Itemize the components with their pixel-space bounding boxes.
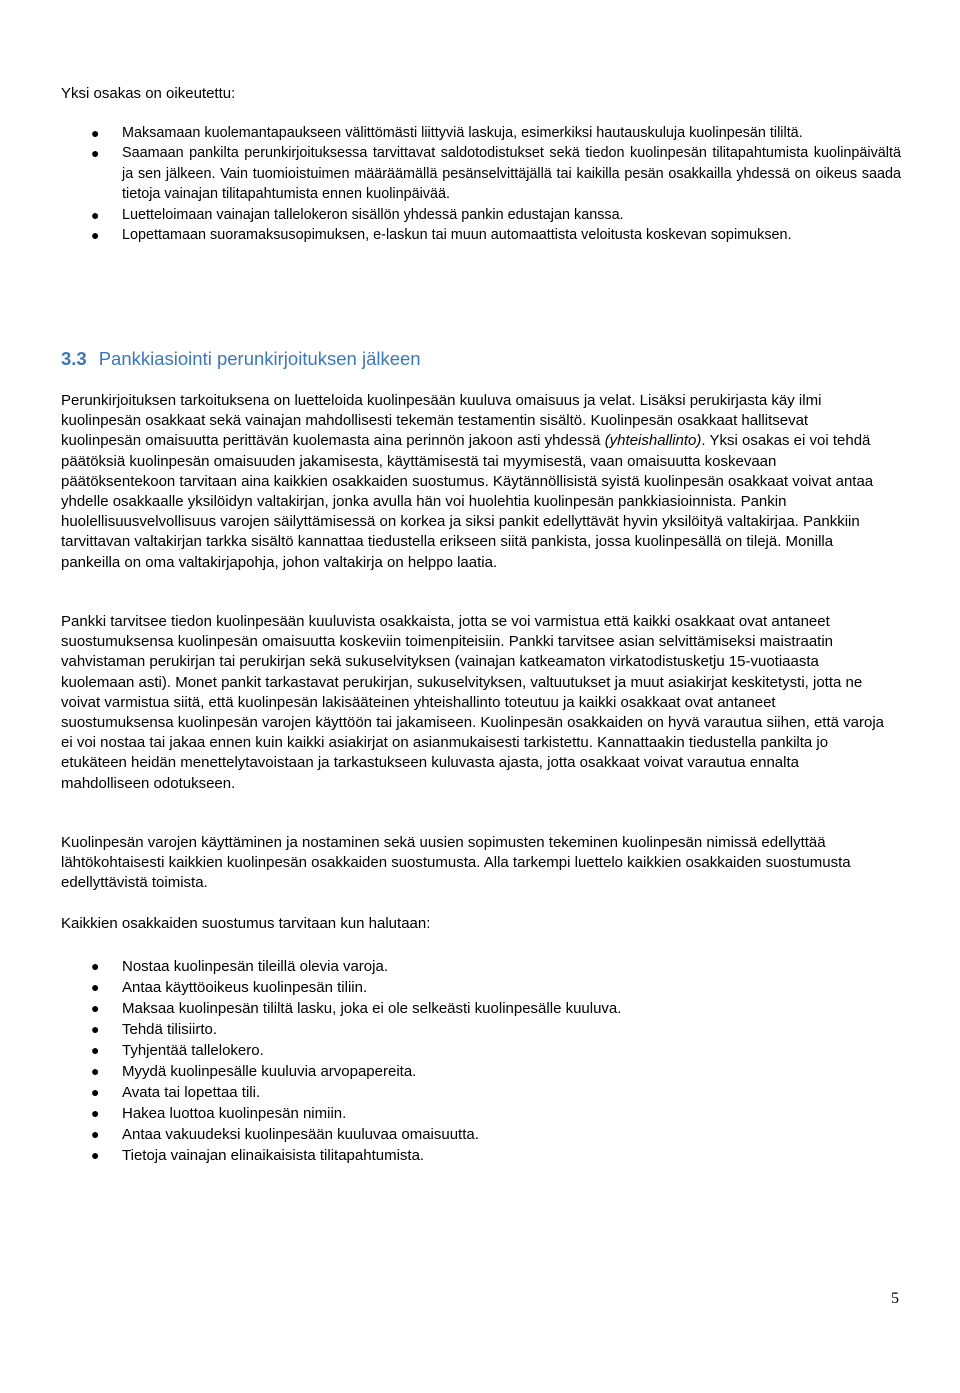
bullet-icon: ●	[91, 1105, 100, 1121]
list-item: ● Tehdä tilisiirto.	[91, 1021, 218, 1038]
intro-text: Yksi osakas on oikeutettu:	[61, 85, 236, 102]
bullet-icon: ●	[91, 1063, 100, 1079]
list-item: ● Tietoja vainajan elinaikaisista tilitapahtumista.	[91, 1147, 425, 1164]
list-item: ● Lopettamaan suoramaksusopimuksen, e-laskun tai muun automaattista veloitusta koskevan sopimuksen.	[61, 225, 901, 245]
paragraph-4: Kaikkien osakkaiden suostumus tarvitaan kun halutaan:	[61, 915, 431, 932]
bullet-icon: ●	[91, 1126, 100, 1142]
bullet-icon: ●	[91, 145, 100, 162]
bullet-icon: ●	[91, 1042, 100, 1058]
list-item: ● Tyhjentää tallelokero.	[91, 1042, 264, 1059]
list-item: ● Avata tai lopettaa tili.	[91, 1084, 261, 1101]
list-item: ● Antaa käyttöoikeus kuolinpesän tiliin.	[91, 979, 368, 996]
list-item: ● Luetteloimaan vainajan tallelokeron sisällön yhdessä pankin edustajan kanssa.	[61, 205, 901, 225]
bullet-icon: ●	[91, 1084, 100, 1100]
bullet-icon: ●	[91, 125, 100, 141]
page-number: 5	[891, 1290, 899, 1307]
consent-list	[61, 956, 901, 1166]
section-title: Pankkiasiointi perunkirjoituksen jälkeen	[98, 348, 421, 369]
paragraph-1: Perunkirjoituksen tarkoituksena on luetteloida kuolinpesään kuuluva omaisuus ja velat. Lisäksi perukirjasta käy ilmi kuolinpesän osakkaat sekä vainajan mahdollisesti tekemän testamentin sisältö. Kuolinpesän osakkaat hallitsevat kuolinpesän omaisuutta perittävän kuolemasta aina perinnön jakoon asti yhdessä (yhteishallinto). Yksi osakas ei voi tehdä päätöksiä kuolinpesän omaisuuden jakamisesta, käyttämisestä tai myymisestä, vaan omaisuutta koskevaan päätöksentekoon tarvitaan aina kaikkien osakkaiden suostumus. Käytännöllisistä syistä kuolinpesän osakkaat voivat antaa yhdelle osakkaalle yksilöidyn valtakirjan, jonka avulla hän voi huolehtia kuolinpesän pankkiasioinnista. Pankin huolellisuusvelvollisuus varojen säilyttämisessä on korkea ja siksi pankit edellyttävät hyvin yksilöityä valtakirjaa. Pankkiin tarvittavan valtakirjan tarkka sisältö kannattaa tiedustella erikseen siitä pankista, jossa kuolinpesällä on tilejä. Monilla pankeilla on oma valtakirjapohja, johon valtakirja on helppo laatia.	[61, 392, 874, 571]
list-item: ● Saamaan pankilta perunkirjoituksessa tarvittavat saldotodistukset sekä tiedon kuolinpesän tilitapahtumista kuolinpäivältä ja sen jälkeen. Vain tuomioistuimen määräämällä pesänselvittäjällä tai kaikilla pesän osakkailla yhdessä on oikeus saada tietoja vainajan tilitapahtumista ennen kuolinpäivää.	[91, 145, 901, 203]
section-heading	[61, 346, 421, 372]
paragraph-3: Kuolinpesän varojen käyttäminen ja nostaminen sekä uusien sopimusten tekeminen kuolinpesän nimissä edellyttää lähtökohtaisesti kaikkien kuolinpesän osakkaiden suostumusta. Alla tarkempi luettelo kaikkien osakkaiden suostumusta edellyttävistä toimista.	[61, 834, 851, 892]
list-item: ● Antaa vakuudeksi kuolinpesään kuuluvaa omaisuutta.	[91, 1126, 479, 1143]
bullet-icon: ●	[91, 1000, 100, 1016]
italic-term: (yhteishallinto)	[604, 432, 702, 450]
list-item: ● Myydä kuolinpesälle kuuluvia arvopapereita.	[91, 1063, 417, 1080]
bullet-icon: ●	[91, 958, 100, 974]
bullet-icon: ●	[91, 206, 100, 223]
rights-list	[61, 123, 901, 245]
bullet-icon: ●	[91, 227, 100, 244]
list-item: ● Maksamaan kuolemantapaukseen välittömästi liittyviä laskuja, esimerkiksi hautauskuluja kuolinpesän tililtä.	[61, 123, 901, 143]
paragraph-2: Pankki tarvitsee tiedon kuolinpesään kuuluvista osakkaista, jotta se voi varmistua että kaikki osakkaat ovat antaneet suostumuksensa kuolinpesän omaisuutta koskeviin toimenpiteisiin. Pankki tarvitsee asian selvittämiseksi maistraatin vahvistaman perukirjan tai perukirjan sekä sukuselvityksen (vainajan katkeamaton virkatodistusketju 15-vuotiaasta kuolemaan asti). Monet pankit tarkastavat perukirjan, sukuselvityksen, valtuutukset ja muut asiakirjat keskitetysti, jotta ne voivat varmistua siitä, että kuolinpesän lakisääteinen yhteishallinto toteutuu ja kaikki osakkaat ovat antaneet suostumuksensa kuolinpesän varojen käyttöön tai jakamiseen. Kuolinpesän osakkaiden on hyvä varautua siihen, että varoja ei voi nostaa tai jakaa ennen kuin kaikki asiakirjat on asianmukaisesti tarkistettu. Kannattaakin tiedustella pankilta jo etukäteen heidän menettelytavoistaan ja tarkastukseen kuluvasta ajasta, jotta osakkaat voivat varautua ennalta mahdolliseen odotukseen.	[61, 613, 885, 792]
list-item: ● Nostaa kuolinpesän tileillä olevia varoja.	[91, 958, 388, 975]
bullet-icon: ●	[91, 1021, 100, 1037]
bullet-icon: ●	[91, 979, 100, 995]
list-item: ● Maksaa kuolinpesän tililtä lasku, joka ei ole selkeästi kuolinpesälle kuuluva.	[91, 1000, 622, 1017]
list-item: ● Hakea luottoa kuolinpesän nimiin.	[91, 1105, 347, 1122]
bullet-icon: ●	[91, 1147, 100, 1163]
section-number: 3.3	[61, 348, 87, 369]
